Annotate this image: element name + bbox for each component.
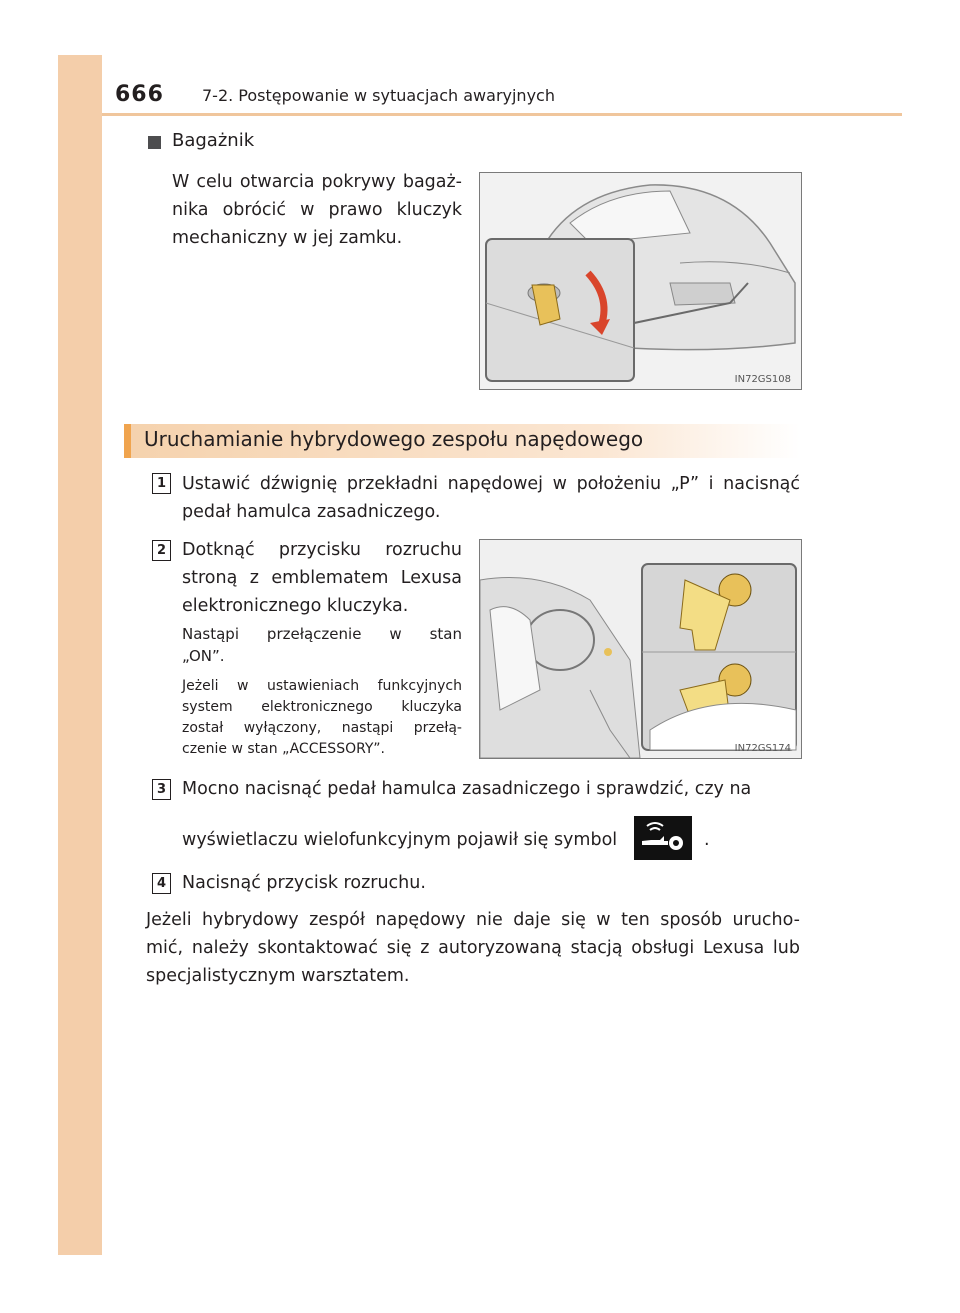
- step-3-line-end: .: [704, 830, 710, 850]
- chapter-title: 7-2. Postępowanie w sytuacjach awaryjnych: [202, 86, 555, 105]
- hybrid-ready-symbol-icon: [634, 816, 692, 860]
- page-side-tab: [58, 55, 102, 1255]
- step-2-note-accessory: [182, 676, 462, 760]
- trunk-image-code: IN72GS108: [734, 374, 791, 385]
- closing-line-3: specjalistycznym warsztatem.: [146, 966, 410, 986]
- step-4-text: Nacisnąć przycisk rozruchu.: [182, 873, 426, 893]
- trunk-heading: Bagażnik: [172, 130, 255, 151]
- start-image-code: IN72GS174: [734, 743, 791, 754]
- step-2-line-1: Dotknąć przycisku rozruchu: [182, 540, 462, 560]
- header-rule: [102, 113, 902, 116]
- step-2-note-acc-line-4: czenie w stan „ACCESSORY”.: [182, 741, 385, 757]
- trunk-line-2: nika obrócić w prawo kluczyk: [172, 200, 462, 220]
- start-button-illustration: [479, 539, 802, 759]
- section-banner: [124, 424, 800, 458]
- step-4-number: 4: [152, 873, 171, 894]
- step-2-line-2: stroną z emblematem Lexusa: [182, 568, 462, 588]
- banner-accent-bar: [124, 424, 131, 458]
- step-2-note-acc-line-3: został wyłączony, nastąpi przełą-: [182, 720, 462, 736]
- step-2-note-acc-line-1: Jeżeli w ustawieniach funkcyjnych: [182, 678, 462, 694]
- car-trunk-key-icon: [480, 173, 801, 389]
- section-banner-title: Uruchamianie hybrydowego zespołu napędowego: [144, 427, 644, 451]
- step-2-note-on: [182, 623, 462, 667]
- step-3-line-1: Mocno nacisnąć pedał hamulca zasadniczego i sprawdzić, czy na: [182, 779, 752, 799]
- closing-line-1: Jeżeli hybrydowy zespół napędowy nie daje się w ten sposób urucho-: [146, 910, 800, 930]
- start-button-key-icon: [480, 540, 801, 758]
- step-2-note-on-line-1: Nastąpi przełączenie w stan: [182, 625, 462, 643]
- step-2-number: 2: [152, 540, 171, 561]
- closing-line-2: mić, należy skontaktować się z autoryzowaną stacją obsługi Lexusa lub: [146, 938, 800, 958]
- closing-paragraph: [146, 906, 800, 990]
- step-1-line-1: Ustawić dźwignię przekładni napędowej w położeniu „P” i nacisnąć: [182, 474, 800, 494]
- trunk-line-1: W celu otwarcia pokrywy bagaż-: [172, 172, 462, 192]
- step-2-text: [182, 536, 462, 620]
- square-bullet-icon: [148, 136, 161, 149]
- trunk-illustration: [479, 172, 802, 390]
- page-number: 666: [115, 82, 164, 107]
- trunk-line-3: mechaniczny w jej zamku.: [172, 228, 403, 248]
- step-1-text: [182, 470, 800, 526]
- step-1-line-2: pedał hamulca zasadniczego.: [182, 502, 441, 522]
- step-3-number: 3: [152, 779, 171, 800]
- step-2-note-acc-line-2: system elektronicznego kluczyka: [182, 699, 462, 715]
- step-3-line-2: wyświetlaczu wielofunkcyjnym pojawił się symbol: [182, 830, 618, 850]
- step-2-note-on-line-2: „ON”.: [182, 647, 225, 665]
- step-2-line-3: elektronicznego kluczyka.: [182, 596, 409, 616]
- trunk-instruction: [172, 168, 462, 252]
- step-1-number: 1: [152, 473, 171, 494]
